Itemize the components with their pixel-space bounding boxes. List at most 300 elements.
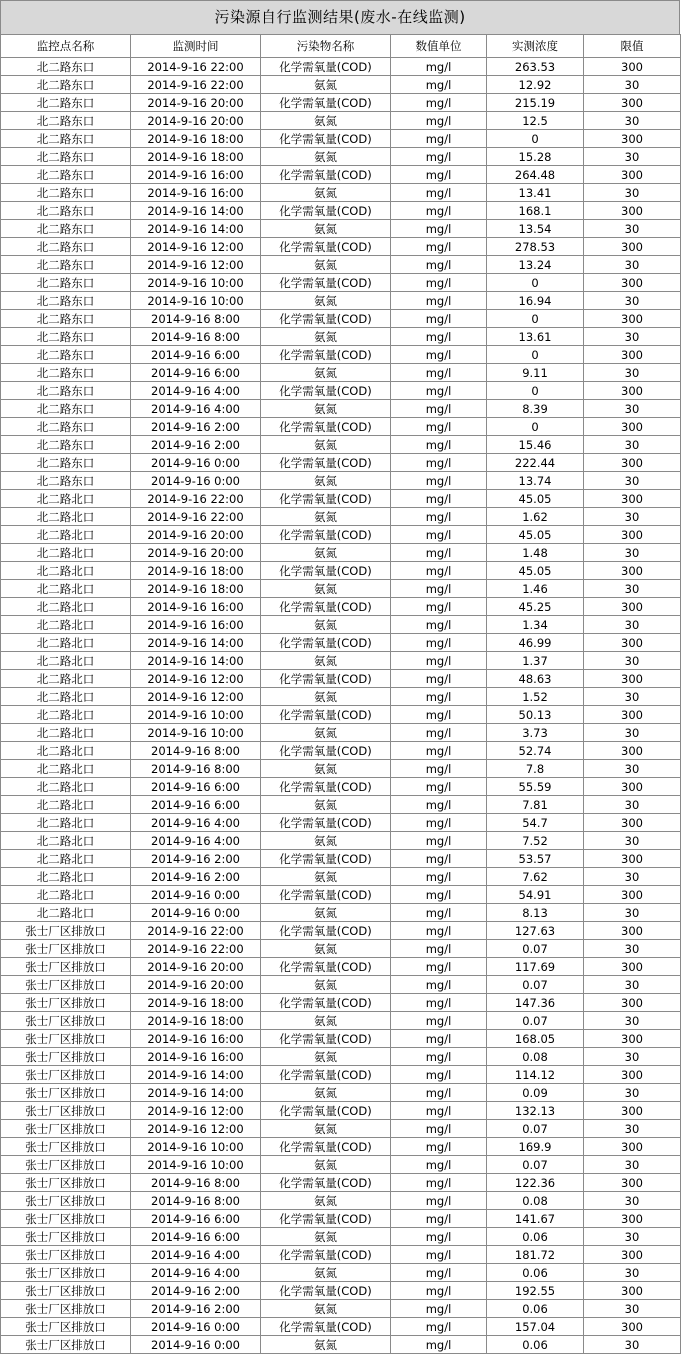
time-cell: 2014-9-16 18:00: [131, 148, 261, 166]
unit-cell: mg/l: [391, 616, 487, 634]
limit-cell: 30: [584, 976, 681, 994]
limit-cell: 30: [584, 904, 681, 922]
unit-cell: mg/l: [391, 1264, 487, 1282]
site-cell: 北二路北口: [1, 544, 131, 562]
limit-cell: 300: [584, 598, 681, 616]
site-cell: 北二路东口: [1, 58, 131, 76]
time-cell: 2014-9-16 22:00: [131, 922, 261, 940]
concentration-cell: 8.13: [487, 904, 584, 922]
pollutant-cell: 化学需氧量(COD): [261, 1066, 391, 1084]
pollutant-cell: 氨氮: [261, 580, 391, 598]
report-title: 污染源自行监测结果(废水-在线监测): [0, 0, 680, 34]
time-cell: 2014-9-16 8:00: [131, 328, 261, 346]
site-cell: 张士厂区排放口: [1, 1210, 131, 1228]
table-row: [1, 1156, 681, 1174]
time-cell: 2014-9-16 16:00: [131, 598, 261, 616]
limit-cell: 300: [584, 418, 681, 436]
table-row: [1, 1264, 681, 1282]
site-cell: 北二路北口: [1, 814, 131, 832]
site-cell: 北二路东口: [1, 184, 131, 202]
limit-cell: 300: [584, 814, 681, 832]
pollutant-cell: 氨氮: [261, 328, 391, 346]
table-row: [1, 1336, 681, 1354]
time-cell: 2014-9-16 4:00: [131, 1264, 261, 1282]
unit-cell: mg/l: [391, 796, 487, 814]
limit-cell: 300: [584, 1066, 681, 1084]
concentration-cell: 0.09: [487, 1084, 584, 1102]
unit-cell: mg/l: [391, 958, 487, 976]
column-header-concentration: 实测浓度: [487, 35, 584, 58]
pollutant-cell: 化学需氧量(COD): [261, 166, 391, 184]
time-cell: 2014-9-16 20:00: [131, 94, 261, 112]
table-row: [1, 328, 681, 346]
time-cell: 2014-9-16 20:00: [131, 526, 261, 544]
table-row: [1, 346, 681, 364]
unit-cell: mg/l: [391, 1048, 487, 1066]
pollutant-cell: 化学需氧量(COD): [261, 1210, 391, 1228]
time-cell: 2014-9-16 14:00: [131, 652, 261, 670]
time-cell: 2014-9-16 4:00: [131, 814, 261, 832]
concentration-cell: 13.41: [487, 184, 584, 202]
time-cell: 2014-9-16 8:00: [131, 1192, 261, 1210]
time-cell: 2014-9-16 16:00: [131, 1030, 261, 1048]
time-cell: 2014-9-16 10:00: [131, 292, 261, 310]
limit-cell: 300: [584, 310, 681, 328]
concentration-cell: 0.06: [487, 1300, 584, 1318]
time-cell: 2014-9-16 12:00: [131, 670, 261, 688]
pollutant-cell: 氨氮: [261, 1156, 391, 1174]
pollutant-cell: 化学需氧量(COD): [261, 1174, 391, 1192]
time-cell: 2014-9-16 20:00: [131, 976, 261, 994]
site-cell: 张士厂区排放口: [1, 1030, 131, 1048]
pollutant-cell: 化学需氧量(COD): [261, 958, 391, 976]
table-row: [1, 166, 681, 184]
table-row: [1, 652, 681, 670]
unit-cell: mg/l: [391, 562, 487, 580]
site-cell: 北二路北口: [1, 850, 131, 868]
limit-cell: 300: [584, 1246, 681, 1264]
pollutant-cell: 氨氮: [261, 184, 391, 202]
unit-cell: mg/l: [391, 184, 487, 202]
unit-cell: mg/l: [391, 1246, 487, 1264]
site-cell: 北二路北口: [1, 616, 131, 634]
unit-cell: mg/l: [391, 976, 487, 994]
concentration-cell: 114.12: [487, 1066, 584, 1084]
concentration-cell: 8.39: [487, 400, 584, 418]
limit-cell: 300: [584, 166, 681, 184]
table-row: [1, 598, 681, 616]
site-cell: 张士厂区排放口: [1, 1102, 131, 1120]
time-cell: 2014-9-16 18:00: [131, 580, 261, 598]
time-cell: 2014-9-16 18:00: [131, 1012, 261, 1030]
pollutant-cell: 化学需氧量(COD): [261, 562, 391, 580]
pollutant-cell: 化学需氧量(COD): [261, 526, 391, 544]
concentration-cell: 0.06: [487, 1264, 584, 1282]
concentration-cell: 0: [487, 418, 584, 436]
pollutant-cell: 氨氮: [261, 436, 391, 454]
unit-cell: mg/l: [391, 1084, 487, 1102]
time-cell: 2014-9-16 2:00: [131, 850, 261, 868]
site-cell: 北二路北口: [1, 688, 131, 706]
limit-cell: 300: [584, 94, 681, 112]
concentration-cell: 7.81: [487, 796, 584, 814]
unit-cell: mg/l: [391, 1300, 487, 1318]
table-row: [1, 382, 681, 400]
site-cell: 北二路北口: [1, 598, 131, 616]
time-cell: 2014-9-16 8:00: [131, 760, 261, 778]
site-cell: 张士厂区排放口: [1, 1264, 131, 1282]
unit-cell: mg/l: [391, 1192, 487, 1210]
site-cell: 张士厂区排放口: [1, 1156, 131, 1174]
time-cell: 2014-9-16 6:00: [131, 1228, 261, 1246]
concentration-cell: 263.53: [487, 58, 584, 76]
pollutant-cell: 氨氮: [261, 976, 391, 994]
site-cell: 北二路北口: [1, 742, 131, 760]
site-cell: 北二路东口: [1, 112, 131, 130]
site-cell: 北二路北口: [1, 652, 131, 670]
unit-cell: mg/l: [391, 346, 487, 364]
limit-cell: 300: [584, 886, 681, 904]
limit-cell: 30: [584, 796, 681, 814]
concentration-cell: 117.69: [487, 958, 584, 976]
pollutant-cell: 化学需氧量(COD): [261, 778, 391, 796]
limit-cell: 300: [584, 490, 681, 508]
unit-cell: mg/l: [391, 382, 487, 400]
pollutant-cell: 氨氮: [261, 1336, 391, 1354]
concentration-cell: 147.36: [487, 994, 584, 1012]
time-cell: 2014-9-16 0:00: [131, 472, 261, 490]
time-cell: 2014-9-16 12:00: [131, 256, 261, 274]
concentration-cell: 48.63: [487, 670, 584, 688]
time-cell: 2014-9-16 0:00: [131, 904, 261, 922]
limit-cell: 300: [584, 1174, 681, 1192]
column-header-pollutant: 污染物名称: [261, 35, 391, 58]
table-row: [1, 1210, 681, 1228]
pollutant-cell: 氨氮: [261, 1192, 391, 1210]
concentration-cell: 0.07: [487, 1120, 584, 1138]
pollutant-cell: 化学需氧量(COD): [261, 598, 391, 616]
site-cell: 北二路北口: [1, 670, 131, 688]
unit-cell: mg/l: [391, 508, 487, 526]
time-cell: 2014-9-16 18:00: [131, 994, 261, 1012]
limit-cell: 300: [584, 922, 681, 940]
header-row: [1, 35, 681, 58]
site-cell: 北二路北口: [1, 526, 131, 544]
unit-cell: mg/l: [391, 1156, 487, 1174]
table-row: [1, 1228, 681, 1246]
pollutant-cell: 氨氮: [261, 544, 391, 562]
site-cell: 北二路东口: [1, 166, 131, 184]
unit-cell: mg/l: [391, 832, 487, 850]
table-body: [1, 58, 681, 1354]
unit-cell: mg/l: [391, 202, 487, 220]
unit-cell: mg/l: [391, 904, 487, 922]
site-cell: 北二路北口: [1, 580, 131, 598]
concentration-cell: 0.08: [487, 1048, 584, 1066]
concentration-cell: 215.19: [487, 94, 584, 112]
time-cell: 2014-9-16 22:00: [131, 76, 261, 94]
limit-cell: 30: [584, 1156, 681, 1174]
concentration-cell: 45.05: [487, 490, 584, 508]
pollutant-cell: 化学需氧量(COD): [261, 274, 391, 292]
concentration-cell: 54.91: [487, 886, 584, 904]
site-cell: 张士厂区排放口: [1, 1084, 131, 1102]
concentration-cell: 13.74: [487, 472, 584, 490]
table-row: [1, 886, 681, 904]
site-cell: 张士厂区排放口: [1, 1228, 131, 1246]
pollutant-cell: 化学需氧量(COD): [261, 994, 391, 1012]
pollutant-cell: 氨氮: [261, 76, 391, 94]
site-cell: 北二路北口: [1, 706, 131, 724]
site-cell: 张士厂区排放口: [1, 940, 131, 958]
pollutant-cell: 化学需氧量(COD): [261, 130, 391, 148]
site-cell: 张士厂区排放口: [1, 1138, 131, 1156]
unit-cell: mg/l: [391, 148, 487, 166]
time-cell: 2014-9-16 8:00: [131, 310, 261, 328]
pollutant-cell: 氨氮: [261, 1120, 391, 1138]
column-header-time: 监测时间: [131, 35, 261, 58]
concentration-cell: 0: [487, 346, 584, 364]
limit-cell: 30: [584, 724, 681, 742]
time-cell: 2014-9-16 18:00: [131, 130, 261, 148]
unit-cell: mg/l: [391, 778, 487, 796]
site-cell: 北二路东口: [1, 130, 131, 148]
limit-cell: 30: [584, 1048, 681, 1066]
table-row: [1, 1174, 681, 1192]
time-cell: 2014-9-16 6:00: [131, 1210, 261, 1228]
limit-cell: 30: [584, 688, 681, 706]
limit-cell: 300: [584, 562, 681, 580]
limit-cell: 30: [584, 1192, 681, 1210]
site-cell: 北二路东口: [1, 76, 131, 94]
pollutant-cell: 化学需氧量(COD): [261, 886, 391, 904]
site-cell: 北二路东口: [1, 238, 131, 256]
concentration-cell: 15.46: [487, 436, 584, 454]
table-row: [1, 634, 681, 652]
pollutant-cell: 氨氮: [261, 400, 391, 418]
unit-cell: mg/l: [391, 634, 487, 652]
time-cell: 2014-9-16 10:00: [131, 274, 261, 292]
time-cell: 2014-9-16 6:00: [131, 364, 261, 382]
table-row: [1, 1192, 681, 1210]
table-row: [1, 922, 681, 940]
table-row: [1, 580, 681, 598]
limit-cell: 30: [584, 328, 681, 346]
time-cell: 2014-9-16 10:00: [131, 724, 261, 742]
limit-cell: 30: [584, 76, 681, 94]
limit-cell: 30: [584, 184, 681, 202]
table-row: [1, 832, 681, 850]
pollutant-cell: 化学需氧量(COD): [261, 94, 391, 112]
time-cell: 2014-9-16 6:00: [131, 796, 261, 814]
site-cell: 北二路东口: [1, 418, 131, 436]
unit-cell: mg/l: [391, 364, 487, 382]
concentration-cell: 54.7: [487, 814, 584, 832]
site-cell: 北二路北口: [1, 490, 131, 508]
unit-cell: mg/l: [391, 940, 487, 958]
concentration-cell: 132.13: [487, 1102, 584, 1120]
time-cell: 2014-9-16 4:00: [131, 382, 261, 400]
time-cell: 2014-9-16 22:00: [131, 940, 261, 958]
time-cell: 2014-9-16 14:00: [131, 1066, 261, 1084]
table-row: [1, 994, 681, 1012]
table-row: [1, 868, 681, 886]
site-cell: 张士厂区排放口: [1, 994, 131, 1012]
pollutant-cell: 化学需氧量(COD): [261, 58, 391, 76]
unit-cell: mg/l: [391, 130, 487, 148]
concentration-cell: 0: [487, 310, 584, 328]
concentration-cell: 1.52: [487, 688, 584, 706]
limit-cell: 30: [584, 400, 681, 418]
table-row: [1, 526, 681, 544]
time-cell: 2014-9-16 0:00: [131, 886, 261, 904]
time-cell: 2014-9-16 6:00: [131, 778, 261, 796]
unit-cell: mg/l: [391, 1120, 487, 1138]
table-row: [1, 508, 681, 526]
concentration-cell: 55.59: [487, 778, 584, 796]
unit-cell: mg/l: [391, 688, 487, 706]
site-cell: 北二路东口: [1, 436, 131, 454]
unit-cell: mg/l: [391, 292, 487, 310]
limit-cell: 30: [584, 220, 681, 238]
pollutant-cell: 氨氮: [261, 1084, 391, 1102]
limit-cell: 300: [584, 526, 681, 544]
unit-cell: mg/l: [391, 454, 487, 472]
table-row: [1, 1030, 681, 1048]
pollutant-cell: 化学需氧量(COD): [261, 454, 391, 472]
unit-cell: mg/l: [391, 1102, 487, 1120]
concentration-cell: 16.94: [487, 292, 584, 310]
site-cell: 张士厂区排放口: [1, 1300, 131, 1318]
site-cell: 北二路东口: [1, 202, 131, 220]
limit-cell: 30: [584, 1300, 681, 1318]
pollutant-cell: 化学需氧量(COD): [261, 382, 391, 400]
time-cell: 2014-9-16 2:00: [131, 868, 261, 886]
site-cell: 北二路北口: [1, 886, 131, 904]
pollutant-cell: 化学需氧量(COD): [261, 742, 391, 760]
unit-cell: mg/l: [391, 652, 487, 670]
time-cell: 2014-9-16 20:00: [131, 112, 261, 130]
table-row: [1, 724, 681, 742]
unit-cell: mg/l: [391, 922, 487, 940]
unit-cell: mg/l: [391, 1066, 487, 1084]
concentration-cell: 45.05: [487, 526, 584, 544]
limit-cell: 30: [584, 580, 681, 598]
limit-cell: 30: [584, 760, 681, 778]
time-cell: 2014-9-16 12:00: [131, 688, 261, 706]
results-table: [0, 34, 681, 1354]
unit-cell: mg/l: [391, 256, 487, 274]
time-cell: 2014-9-16 12:00: [131, 1102, 261, 1120]
table-row: [1, 184, 681, 202]
site-cell: 北二路东口: [1, 274, 131, 292]
pollutant-cell: 氨氮: [261, 616, 391, 634]
table-row: [1, 220, 681, 238]
unit-cell: mg/l: [391, 238, 487, 256]
time-cell: 2014-9-16 10:00: [131, 1138, 261, 1156]
limit-cell: 30: [584, 1336, 681, 1354]
site-cell: 北二路东口: [1, 454, 131, 472]
pollutant-cell: 化学需氧量(COD): [261, 706, 391, 724]
limit-cell: 300: [584, 706, 681, 724]
concentration-cell: 168.1: [487, 202, 584, 220]
limit-cell: 300: [584, 634, 681, 652]
unit-cell: mg/l: [391, 994, 487, 1012]
site-cell: 北二路北口: [1, 904, 131, 922]
concentration-cell: 222.44: [487, 454, 584, 472]
pollutant-cell: 氨氮: [261, 256, 391, 274]
pollutant-cell: 化学需氧量(COD): [261, 850, 391, 868]
concentration-cell: 168.05: [487, 1030, 584, 1048]
table-row: [1, 202, 681, 220]
site-cell: 北二路东口: [1, 400, 131, 418]
pollutant-cell: 化学需氧量(COD): [261, 310, 391, 328]
table-row: [1, 850, 681, 868]
table-row: [1, 958, 681, 976]
site-cell: 北二路北口: [1, 832, 131, 850]
table-row: [1, 1246, 681, 1264]
concentration-cell: 46.99: [487, 634, 584, 652]
pollutant-cell: 化学需氧量(COD): [261, 1318, 391, 1336]
time-cell: 2014-9-16 10:00: [131, 1156, 261, 1174]
site-cell: 北二路东口: [1, 310, 131, 328]
site-cell: 北二路北口: [1, 868, 131, 886]
concentration-cell: 1.37: [487, 652, 584, 670]
concentration-cell: 12.5: [487, 112, 584, 130]
limit-cell: 300: [584, 670, 681, 688]
concentration-cell: 141.67: [487, 1210, 584, 1228]
site-cell: 张士厂区排放口: [1, 1318, 131, 1336]
site-cell: 北二路东口: [1, 256, 131, 274]
site-cell: 张士厂区排放口: [1, 958, 131, 976]
limit-cell: 300: [584, 742, 681, 760]
unit-cell: mg/l: [391, 1138, 487, 1156]
limit-cell: 300: [584, 1282, 681, 1300]
table-row: [1, 1066, 681, 1084]
site-cell: 张士厂区排放口: [1, 1066, 131, 1084]
unit-cell: mg/l: [391, 436, 487, 454]
time-cell: 2014-9-16 18:00: [131, 562, 261, 580]
table-row: [1, 904, 681, 922]
limit-cell: 300: [584, 778, 681, 796]
unit-cell: mg/l: [391, 310, 487, 328]
time-cell: 2014-9-16 16:00: [131, 166, 261, 184]
limit-cell: 300: [584, 202, 681, 220]
unit-cell: mg/l: [391, 526, 487, 544]
table-row: [1, 1084, 681, 1102]
time-cell: 2014-9-16 12:00: [131, 1120, 261, 1138]
unit-cell: mg/l: [391, 472, 487, 490]
unit-cell: mg/l: [391, 490, 487, 508]
limit-cell: 30: [584, 112, 681, 130]
pollutant-cell: 化学需氧量(COD): [261, 1030, 391, 1048]
pollutant-cell: 氨氮: [261, 508, 391, 526]
time-cell: 2014-9-16 4:00: [131, 832, 261, 850]
pollutant-cell: 氨氮: [261, 904, 391, 922]
pollutant-cell: 氨氮: [261, 112, 391, 130]
table-row: [1, 976, 681, 994]
table-row: [1, 490, 681, 508]
limit-cell: 300: [584, 1030, 681, 1048]
limit-cell: 300: [584, 1210, 681, 1228]
table-row: [1, 1102, 681, 1120]
concentration-cell: 0: [487, 130, 584, 148]
unit-cell: mg/l: [391, 94, 487, 112]
site-cell: 张士厂区排放口: [1, 1336, 131, 1354]
limit-cell: 30: [584, 148, 681, 166]
time-cell: 2014-9-16 22:00: [131, 58, 261, 76]
concentration-cell: 45.25: [487, 598, 584, 616]
